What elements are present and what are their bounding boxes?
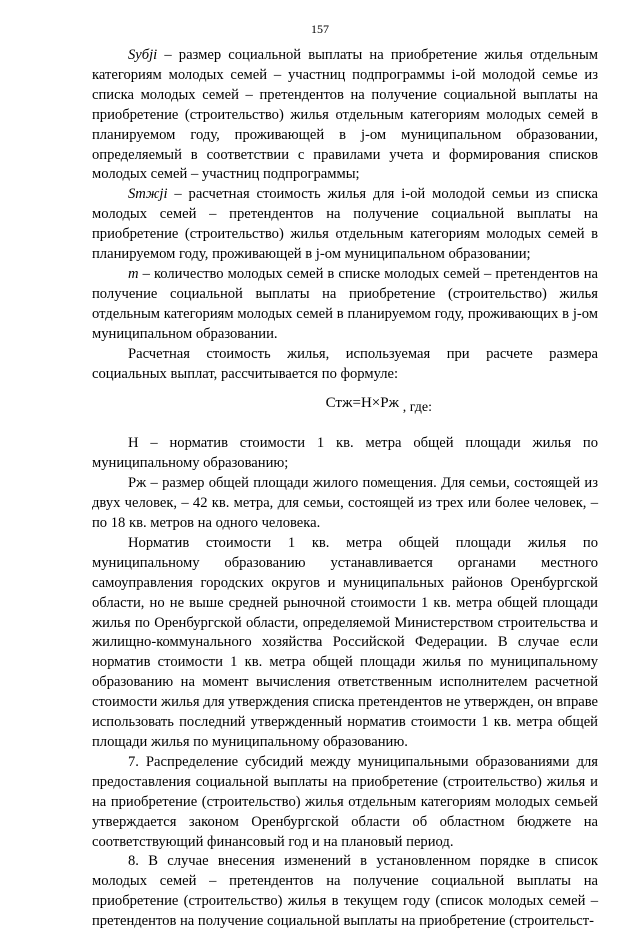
paragraph-norm-cost: Норматив стоимости 1 кв. метра общей площади жилья по муниципальному образованию устанавливается органами местного самоуправления городских округов и муниципальных районов Оренбургской области, но не выше средней рыночной стоимости 1 кв. метра общей площади жилья по Оренбургской области, определяемой Министерством строительства и жилищно-коммунального хозяйства Российской Федерации. В случае если норматив стоимости 1 кв. метра общей площади жилья по муниципальному образованию на момент вычисления ответственным исполнителем расчетной стоимости жилья для утверждения списка претендентов не утвержден, он вправе использовать последний утвержденный норматив стоимости 1 кв. метра общей площади жилья по муниципальному образованию. [92,534,598,750]
formula-tail: , где: [402,400,432,416]
variable-m: m [128,265,139,282]
page-number: 157 [311,22,329,36]
variable-smzhji: Smжji [128,186,168,203]
paragraph-smzhji-definition [92,185,598,265]
document-body [92,46,598,932]
paragraph-item-8: 8. В случае внесения изменений в установленном порядке в список молодых семей – претендентов на получение социальной выплаты на приобретение (строительство) жилья в текущем году (список молодых семей – претендентов на получение социальной выплаты на приобретение (строительст- [92,853,598,930]
paragraph-rzh-definition: Рж – размер общей площади жилого помещения. Для семьи, состоящей из двух человек, – 42 кв. метра, для семьи, состоящей из трех или более человек, – по 18 кв. метров на одного человека. [92,475,598,532]
formula-expression: Стж=Н×Рж [325,395,399,412]
paragraph-formula-intro: Расчетная стоимость жилья, используемая при расчете размера социальных выплат, рассчитывается по формуле: [92,345,598,382]
paragraph-sybji-definition [92,46,598,185]
housing-cost-formula [92,393,598,418]
paragraph-text: – расчетная стоимость жилья для i-ой молодой семьи из списка молодых семей – претендентов на получение социальной выплаты на приобретение (строительство) жилья отдельным категориям молодых семей в планируемом году, проживающей в j-ом муниципальном образовании; [92,186,598,263]
paragraph-text: – размер социальной выплаты на приобретение жилья отдельным категориям молодых семей – участниц подпрограммы i-ой молодой семье из списка молодых семей – претендентов на получение социальной выплаты на приобретение (строительство) жилья отдельным категориям молодых семей в планируемом году, проживающей в j-ом муниципальном образовании, определяемый в соответствии с правилами учета и формирования списков молодых семей – участниц подпрограммы; [92,47,598,183]
variable-sybji: Syбji [128,47,158,63]
paragraph-text: – количество молодых семей в списке молодых семей – претендентов на получение социальной выплаты на приобретение (строительство) жилья отдельным категориям молодых семей в планируемом году, проживающих в j-ом муниципальном образовании. [92,265,598,342]
paragraph-item-7: 7. Распределение субсидий между муниципальными образованиями для предоставления социальной выплаты на приобретение (строительство) жилья и на приобретение (строительство) жилья отдельным категориям молодых семьей утверждается законом Оренбургской области об областном бюджете на соответствующий финансовый год и на плановый период. [92,753,598,850]
paragraph-m-definition [92,265,598,345]
paragraph-n-definition: Н – норматив стоимости 1 кв. метра общей площади жилья по муниципальному образованию; [92,435,598,472]
